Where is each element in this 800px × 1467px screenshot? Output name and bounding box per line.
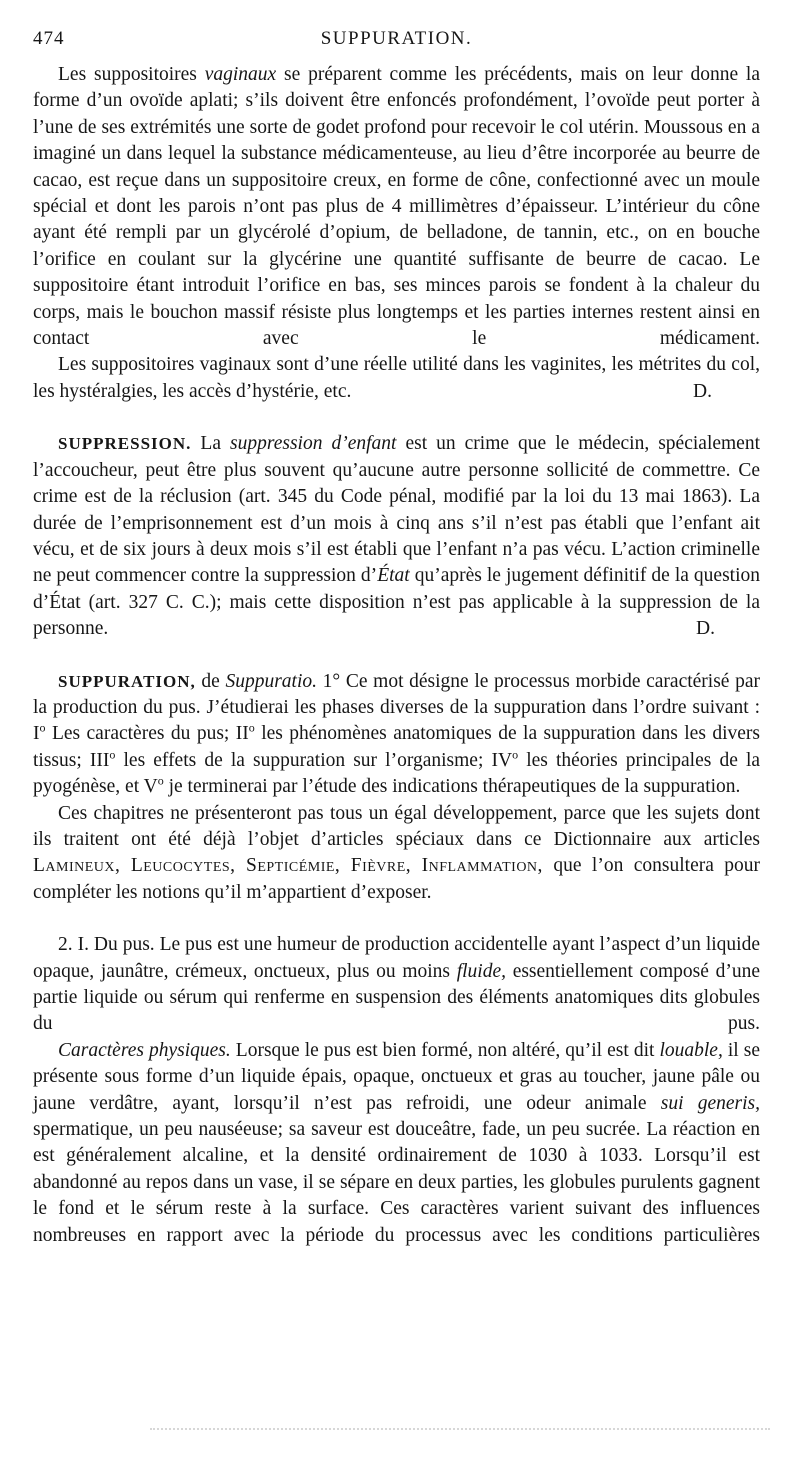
text-run: se préparent comme les précédents, mais on leur donne la forme d’un ovoïde aplati; s’ils doivent être enfoncés profondément, l’ovoïde peut porter à l’une de ses extrémités une sorte de godet profond pour recevoir le col utérin. Moussous en a imaginé un dans lequel la substance médicamenteuse, au lieu d’être incorporée au beurre de cacao, est reçue dans un suppositoire creux, en forme de cône, confectionné avec un moule spécial et dont les parois n’ont pas plus de 4 millimètres d’épaisseur. L’intérieur du cône ayant été rempli par un glycérolé d’opium, de belladone, de tannin, etc., on en bouche l’orifice en coulant sur la glycérine une quantité suffisante de beurre de cacao. Le suppositoire étant introduit l’orifice en bas, ses minces parois se fondent à la chaleur du corps, mais le bouchon massif résiste plus longtemps et les parties internes restent ainsi en contact avec le médicament.: [33, 64, 761, 350]
entry-keyword: SUPPRESSION.: [58, 434, 192, 454]
paragraph-suppositoires-vaginaux: [33, 62, 760, 352]
text-run: essentiellement composé d’une partie liquide ou sérum qui renferme en suspension des éléments anatomiques dits globules du pus.: [33, 960, 760, 1035]
running-title: SUPPURATION.: [320, 28, 473, 49]
text-run: La: [200, 433, 221, 455]
text-run: est un crime que le médecin, spécialement l’accoucheur, peut être plus souvent qu’aucune autre personne sollicité de commettre. Ce crime est de la réclusion (art. 345 du Code pénal, modifié par la loi du 13 mai 1863). La durée de l’emprisonnement est d’un mois à cinq ans s’il n’est pas établi que l’enfant ait vécu, et de six jours à deux mois s’il est établi que l’enfant n’a pas vécu. L’action criminelle ne peut commencer contre la suppression d’: [33, 433, 761, 587]
text-run: il se présente sous forme d’un liquide épais, opaque, onctueux et gras au toucher, jaune pâle ou jaune verdâtre, ayant, lorsqu’il n’est pas refroidi, une odeur animale: [33, 1039, 761, 1114]
spacer: [33, 643, 760, 669]
entry-keyword: SUPPURATION,: [58, 671, 196, 691]
italic-term: vaginaux: [204, 64, 277, 85]
running-header: [33, 28, 760, 54]
cross-reference: Leucocytes,: [130, 855, 236, 877]
text-run: les effets de la suppuration sur l’organisme; IV: [123, 749, 513, 771]
text-run: Ces chapitres ne présenteront pas tous un égal développement, parce que les sujets dont ils traitent ont été déjà l’objet d’articles spéciaux dans ce Dictionnaire aux articles: [33, 802, 760, 850]
ordinal-superscript: o: [39, 720, 46, 735]
ordinal-superscript: o: [109, 747, 116, 762]
text-run: Les suppositoires: [58, 64, 197, 85]
italic-term: Suppuratio.: [225, 670, 318, 692]
text-run: Les suppositoires vaginaux sont d’une réelle utilité dans les vaginites, les métrites du col, les hystéralgies, les accès d’hystérie, etc.: [33, 354, 760, 402]
spacer: [33, 906, 760, 932]
page-number: 474: [33, 28, 65, 49]
text-run: de: [201, 670, 220, 692]
ordinal-superscript: o: [157, 773, 164, 788]
author-signature: D.: [696, 618, 715, 640]
text-run: Les caractères du pus; II: [51, 723, 249, 745]
text-run: Le pus est une humeur de production accidentelle ayant l’aspect d’un liquide opaque, jaunâtre, crémeux, onctueux, plus ou moins: [33, 934, 760, 982]
article-suppression: [33, 431, 760, 642]
text-run: 1° Ce mot désigne le processus morbide caractérisé par la production du pus. J’étudierai les phases diverses de la suppuration dans l’ordre suivant : I: [33, 670, 761, 745]
paragraph-suppositoires-usage: [33, 352, 760, 405]
section-du-pus: [33, 932, 760, 1038]
ordinal-superscript: o: [248, 720, 255, 735]
text-run: je terminerai par l’étude des indications thérapeutiques de la suppuration.: [168, 776, 741, 798]
italic-heading: Caractères physiques.: [58, 1039, 231, 1061]
cross-reference: Fièvre,: [350, 855, 412, 877]
ordinal-superscript: o: [512, 747, 519, 762]
italic-term: sui generis,: [660, 1092, 761, 1114]
section-heading: 2. I. Du pus.: [58, 934, 155, 956]
italic-term: fluide,: [456, 960, 506, 982]
italic-term: État: [377, 565, 410, 587]
text-run: les phénomènes anatomiques de la suppuration dans les divers tissus; III: [33, 723, 760, 771]
text-run: spermatique, un peu nauséeuse; sa saveur est douceâtre, fade, un peu sucrée. La réaction en est généralement alcaline, et la densité ordinairement de 1030 à 1033. Lorsqu’il est abandonné au repos dans un vase, il se sépare en deux parties, les globules purulents gagnent le fond et le sérum reste à la surface. Ces caractères varient suivant des influences nombreuses en rapport avec la période du processus avec les conditions particulières: [33, 1119, 760, 1246]
cross-reference: Lamineux,: [33, 855, 121, 877]
paragraph-caracteres-physiques: [33, 1038, 760, 1249]
spacer: [33, 405, 760, 431]
italic-term: louable,: [659, 1039, 723, 1061]
cross-reference: Septicémie,: [245, 855, 341, 877]
author-signature: D.: [693, 380, 712, 402]
text-run: les théories principales de la pyogénèse, et V: [33, 749, 761, 798]
text-body: [33, 62, 760, 1249]
text-run: Lorsque le pus est bien formé, non altéré, qu’il est dit: [235, 1039, 655, 1061]
article-suppuration-intro: [33, 669, 760, 801]
bottom-edge-marks: [150, 1428, 770, 1434]
text-run: que l’on consultera pour compléter les notions qu’il m’appartient d’exposer.: [33, 855, 761, 903]
text-run: qu’après le jugement définitif de la question d’État (art. 327 C. C.); mais cette disposition n’est pas applicable à la suppression de la personne.: [33, 565, 760, 640]
italic-term: suppression d’enfant: [230, 433, 397, 455]
cross-reference: Inflammation,: [421, 855, 543, 877]
paragraph-suppuration-references: [33, 801, 760, 907]
